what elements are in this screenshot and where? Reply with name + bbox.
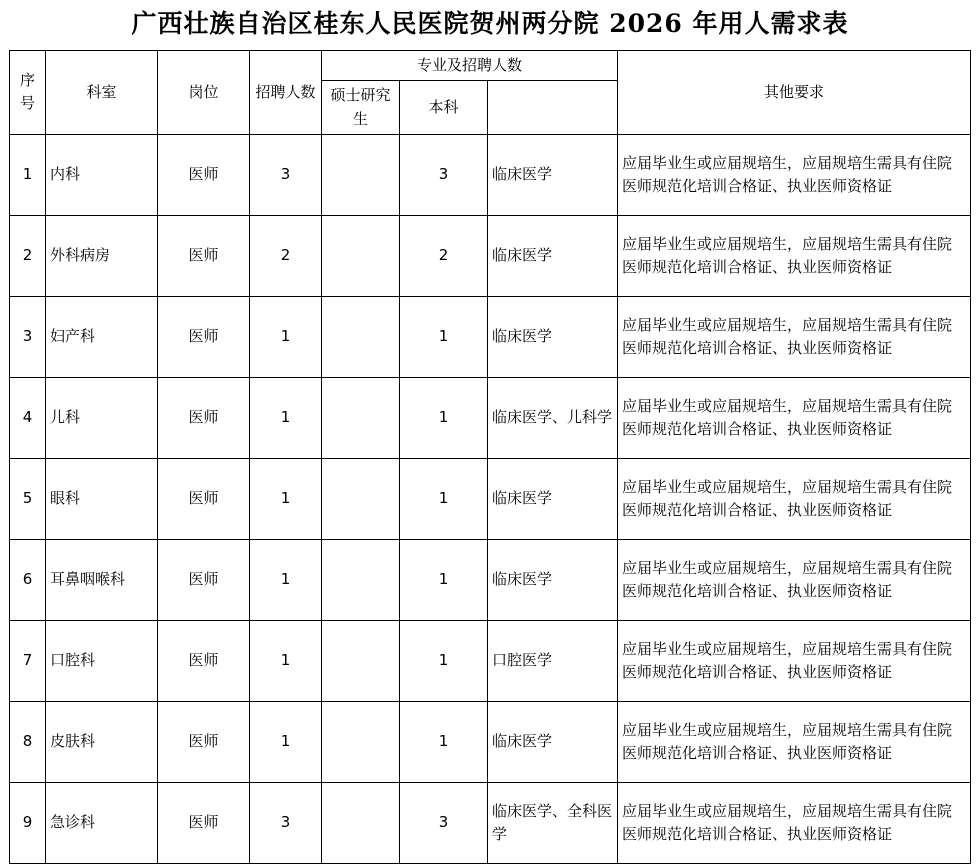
column-header-major-group: 专业及招聘人数 [322,51,618,81]
cell-major-name: 临床医学、儿科学 [488,377,618,458]
table-row [10,215,971,296]
cell-post: 医师 [158,458,250,539]
column-header-major-name [488,81,618,135]
table-row [10,377,971,458]
cell-recruit-count: 1 [250,701,322,782]
cell-index: 6 [10,539,46,620]
cell-major-name: 口腔医学 [488,620,618,701]
cell-post: 医师 [158,782,250,863]
cell-index: 2 [10,215,46,296]
cell-bachelor: 1 [400,458,488,539]
cell-other-requirements: 应届毕业生或应届规培生，应届规培生需具有住院医师规范化培训合格证、执业医师资格证 [618,215,971,296]
table-row [10,701,971,782]
cell-master [322,458,400,539]
table-header [10,51,971,135]
cell-recruit-count: 3 [250,782,322,863]
cell-index: 5 [10,458,46,539]
cell-department: 儿科 [46,377,158,458]
cell-master [322,701,400,782]
cell-master [322,215,400,296]
cell-department: 眼科 [46,458,158,539]
column-header-post: 岗位 [158,51,250,135]
table-row [10,620,971,701]
cell-department: 皮肤科 [46,701,158,782]
cell-master [322,620,400,701]
cell-index: 4 [10,377,46,458]
cell-bachelor: 1 [400,296,488,377]
table-row [10,134,971,215]
cell-bachelor: 3 [400,134,488,215]
cell-department: 外科病房 [46,215,158,296]
cell-post: 医师 [158,377,250,458]
cell-department: 妇产科 [46,296,158,377]
cell-recruit-count: 1 [250,377,322,458]
cell-post: 医师 [158,620,250,701]
cell-recruit-count: 1 [250,296,322,377]
column-header-master: 硕士研究生 [322,81,400,135]
cell-index: 1 [10,134,46,215]
table-row [10,458,971,539]
cell-department: 耳鼻咽喉科 [46,539,158,620]
cell-post: 医师 [158,701,250,782]
cell-master [322,377,400,458]
cell-other-requirements: 应届毕业生或应届规培生，应届规培生需具有住院医师规范化培训合格证、执业医师资格证 [618,620,971,701]
table-row [10,296,971,377]
cell-other-requirements: 应届毕业生或应届规培生，应届规培生需具有住院医师规范化培训合格证、执业医师资格证 [618,296,971,377]
cell-index: 8 [10,701,46,782]
cell-major-name: 临床医学 [488,458,618,539]
cell-master [322,134,400,215]
cell-other-requirements: 应届毕业生或应届规培生，应届规培生需具有住院医师规范化培训合格证、执业医师资格证 [618,134,971,215]
cell-bachelor: 2 [400,215,488,296]
cell-other-requirements: 应届毕业生或应届规培生，应届规培生需具有住院医师规范化培训合格证、执业医师资格证 [618,701,971,782]
cell-bachelor: 1 [400,539,488,620]
cell-master [322,782,400,863]
column-header-index: 序号 [10,51,46,135]
table-body [10,134,971,863]
page-title: 广西壮族自治区桂东人民医院贺州两分院 2026 年用人需求表 [131,9,849,38]
cell-post: 医师 [158,215,250,296]
cell-recruit-count: 3 [250,134,322,215]
cell-recruit-count: 2 [250,215,322,296]
cell-major-name: 临床医学 [488,134,618,215]
cell-department: 急诊科 [46,782,158,863]
cell-post: 医师 [158,296,250,377]
table-row [10,782,971,863]
cell-department: 口腔科 [46,620,158,701]
cell-master [322,296,400,377]
cell-recruit-count: 1 [250,620,322,701]
cell-post: 医师 [158,539,250,620]
cell-other-requirements: 应届毕业生或应届规培生，应届规培生需具有住院医师规范化培训合格证、执业医师资格证 [618,782,971,863]
cell-master [322,539,400,620]
cell-major-name: 临床医学 [488,296,618,377]
cell-index: 9 [10,782,46,863]
cell-other-requirements: 应届毕业生或应届规培生，应届规培生需具有住院医师规范化培训合格证、执业医师资格证 [618,458,971,539]
cell-index: 7 [10,620,46,701]
cell-bachelor: 1 [400,620,488,701]
column-header-recruit-count: 招聘人数 [250,51,322,135]
cell-major-name: 临床医学 [488,701,618,782]
table-header-row-1 [10,51,971,81]
cell-other-requirements: 应届毕业生或应届规培生，应届规培生需具有住院医师规范化培训合格证、执业医师资格证 [618,539,971,620]
column-header-bachelor: 本科 [400,81,488,135]
cell-other-requirements: 应届毕业生或应届规培生，应届规培生需具有住院医师规范化培训合格证、执业医师资格证 [618,377,971,458]
column-header-other-requirements: 其他要求 [618,51,971,135]
cell-bachelor: 3 [400,782,488,863]
cell-recruit-count: 1 [250,539,322,620]
table-row [10,539,971,620]
column-header-department: 科室 [46,51,158,135]
cell-bachelor: 1 [400,701,488,782]
cell-major-name: 临床医学 [488,215,618,296]
cell-major-name: 临床医学、全科医学 [488,782,618,863]
cell-post: 医师 [158,134,250,215]
cell-index: 3 [10,296,46,377]
cell-recruit-count: 1 [250,458,322,539]
recruitment-demand-table [9,50,971,864]
cell-major-name: 临床医学 [488,539,618,620]
cell-department: 内科 [46,134,158,215]
cell-bachelor: 1 [400,377,488,458]
